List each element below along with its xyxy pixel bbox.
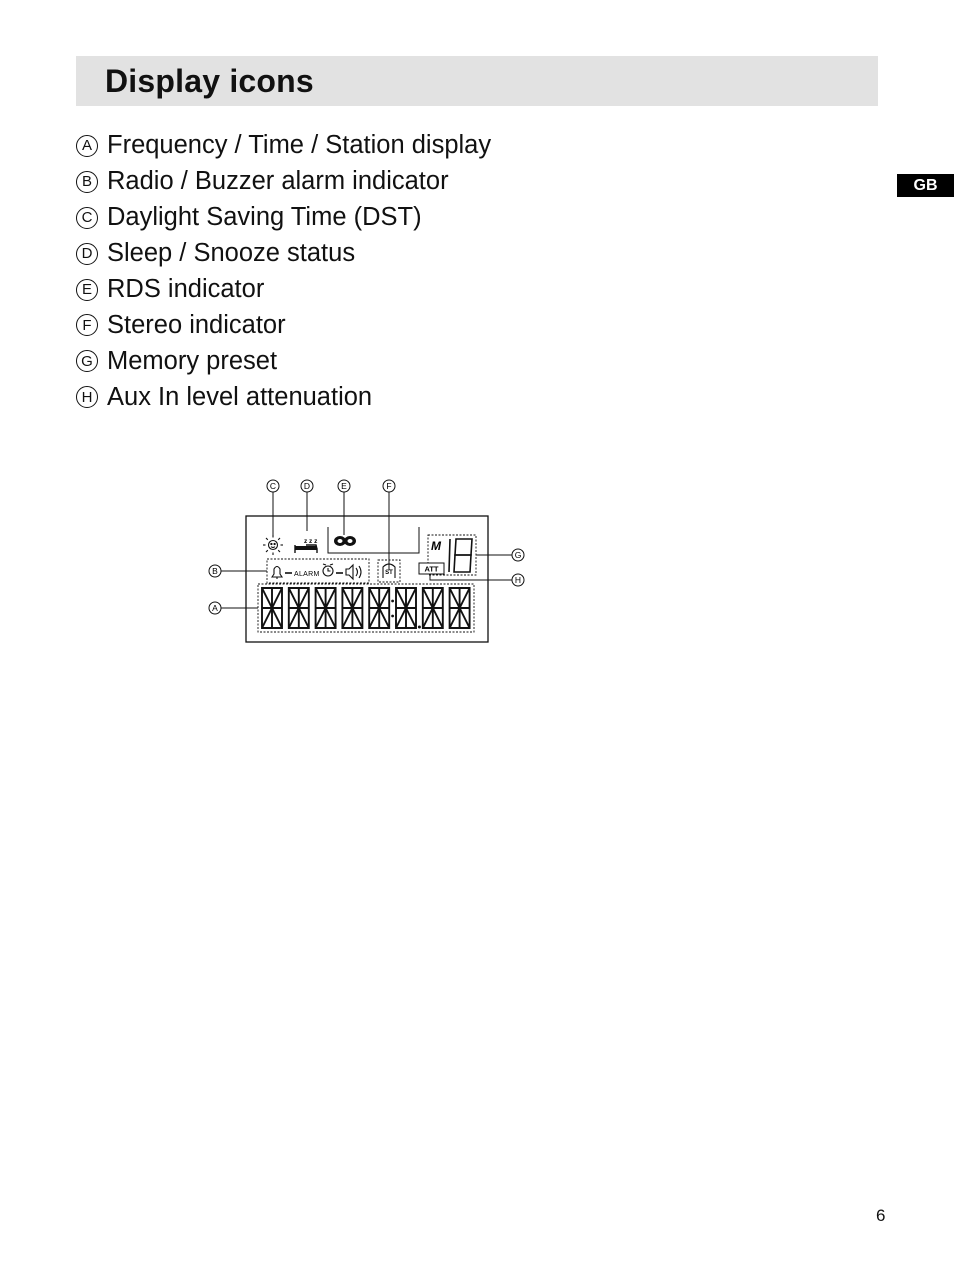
svg-text:B: B: [212, 566, 218, 577]
decimal-dot: [418, 626, 421, 629]
segment-digit: [396, 588, 416, 628]
legend-item: [76, 343, 491, 379]
memory-number-digits: [449, 539, 472, 572]
rds-icon: [334, 536, 356, 546]
segment-digit: [369, 588, 389, 628]
snooze-clock-icon: [323, 564, 333, 576]
svg-text:D: D: [303, 481, 311, 492]
segment-digit: [342, 588, 362, 628]
letter-badge: B: [76, 171, 98, 193]
stereo-label: ST: [385, 570, 393, 576]
letter-badge: A: [76, 135, 98, 157]
callout-h: [512, 574, 524, 586]
legend-item: [76, 236, 491, 272]
legend-item: [76, 379, 491, 415]
page-title: Display icons: [105, 63, 314, 99]
sleep-z-text: z z z: [304, 538, 318, 545]
legend-item: [76, 307, 491, 343]
svg-text:H: H: [514, 575, 522, 586]
segment-digit: [450, 588, 470, 628]
segment-digits: [262, 588, 470, 629]
title-bar: [76, 56, 878, 106]
svg-text:F: F: [386, 481, 392, 492]
alarm-label: ALARM: [294, 571, 320, 578]
legend-text: Sleep / Snooze status: [107, 239, 356, 268]
callout-d: [301, 480, 313, 492]
memory-label: M: [431, 539, 441, 553]
letter-badge: E: [76, 279, 98, 301]
legend-text: Memory preset: [107, 346, 278, 375]
segment-digit: [423, 588, 443, 628]
legend-item: [76, 200, 491, 236]
sleep-bed-icon: [295, 538, 318, 553]
legend-text: Aux In level attenuation: [107, 382, 373, 411]
page-number: 6: [876, 1206, 886, 1225]
legend-text: Stereo indicator: [107, 310, 286, 339]
svg-text:C: C: [269, 481, 277, 492]
svg-text:E: E: [341, 481, 347, 492]
buzzer-bell-icon: [272, 567, 282, 580]
svg-text:G: G: [514, 550, 522, 561]
legend-text: Radio / Buzzer alarm indicator: [107, 167, 449, 196]
colon-dot: [391, 600, 394, 603]
lcd-diagram: [200, 475, 530, 650]
icon-legend: [76, 128, 491, 415]
letter-badge: D: [76, 243, 98, 265]
legend-text: Daylight Saving Time (DST): [107, 203, 422, 232]
segment-digit: [316, 588, 336, 628]
callout-g: [512, 549, 524, 561]
att-label: ATT: [424, 564, 439, 574]
letter-badge: G: [76, 350, 98, 372]
dst-sun-icon: [263, 535, 283, 555]
legend-item: [76, 128, 491, 164]
legend-text: RDS indicator: [107, 275, 265, 303]
colon-dot: [391, 615, 394, 618]
callout-e: [338, 480, 350, 492]
svg-text:A: A: [212, 603, 218, 614]
language-tab: GB: [897, 174, 954, 197]
legend-item: [76, 164, 491, 200]
legend-item: [76, 272, 491, 308]
segment-digit: [262, 588, 282, 628]
legend-text: Frequency / Time / Station display: [107, 131, 492, 160]
radio-speaker-icon: [346, 565, 361, 579]
letter-badge: F: [76, 314, 98, 336]
segment-digit: [289, 588, 309, 628]
letter-badge: C: [76, 207, 98, 229]
callout-a: [209, 602, 221, 614]
callout-b: [209, 565, 221, 577]
letter-badge: H: [76, 386, 98, 408]
callout-c: [267, 480, 279, 492]
callout-f: [383, 480, 395, 492]
